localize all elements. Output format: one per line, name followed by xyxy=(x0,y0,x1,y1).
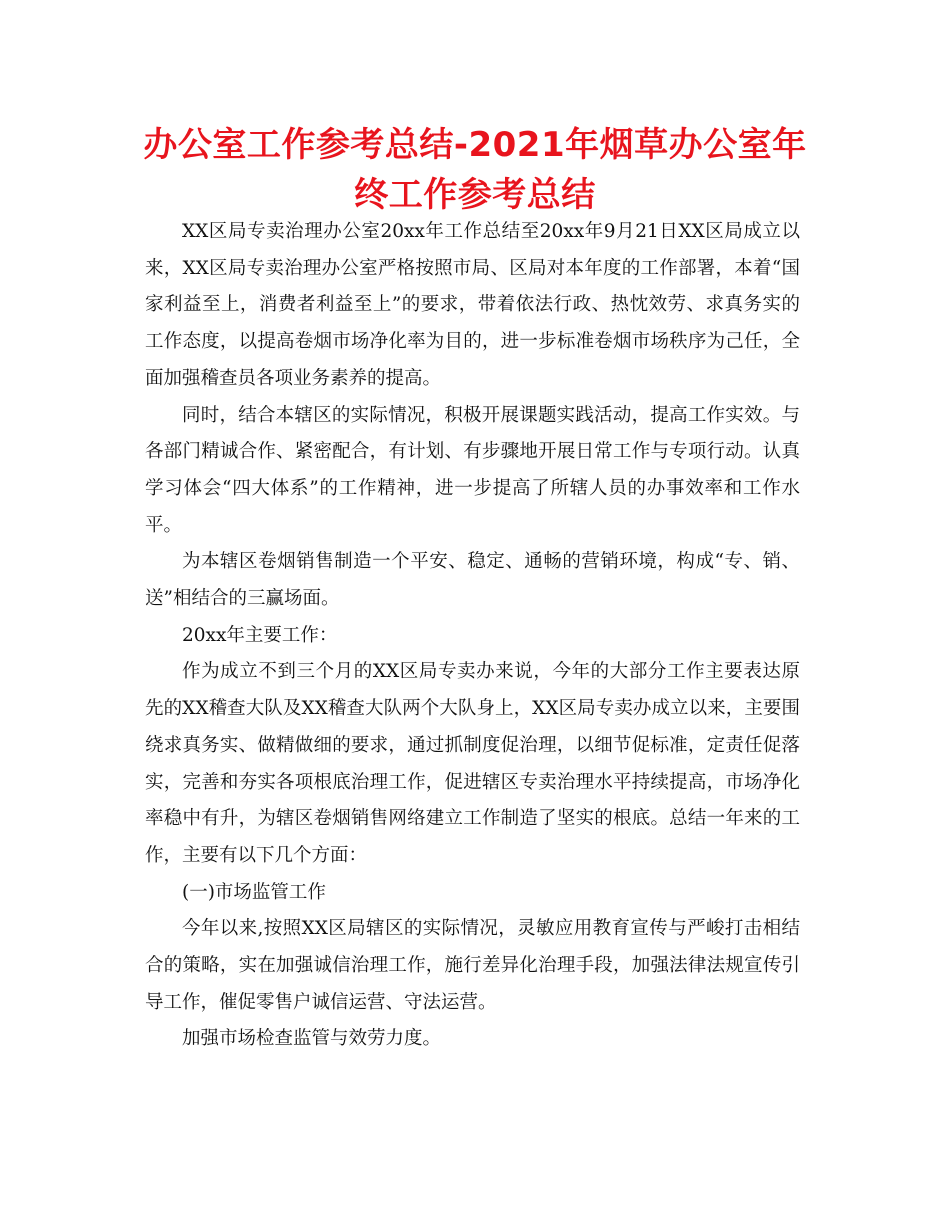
paragraph-main-work: 作为成立不到三个月的XX区局专卖办来说，今年的大部分工作主要表达原先的XX稽查大队及XX稽查大队两个大队身上，XX区局专卖办成立以来，主要围绕求真务实、做精做细的要求，通过抓制度促治理，以细节促标准，定责任促落实，完善和夯实各项根底治理工作，促进辖区专卖治理水平持续提高，市场净化率稳中有升，为辖区卷烟销售网络建立工作制造了坚实的根底。总结一年来的工作，主要有以下几个方面： xyxy=(145,661,800,866)
paragraph-cooperation: 同时，结合本辖区的实际情况，积极开展课题实践活动，提高工作实效。与各部门精诚合作、紧密配合，有计划、有步骤地开展日常工作与专项行动。认真学习体会“四大体系”的工作精神，进一步提高了所辖人员的办事效率和工作水平。 xyxy=(145,404,800,536)
document-title: 办公室工作参考总结-2021年烟草办公室年终工作参考总结 xyxy=(143,125,807,215)
paragraph-market-supervision: 今年以来,按照XX区局辖区的实际情况，灵敏应用教育宣传与严峻打击相结合的策略，实在加强诚信治理工作，施行差异化治理手段，加强法律法规宣传引导工作，催促零售户诚信运营、守法运营。 xyxy=(145,918,800,1013)
section-heading-market-supervision: (一)市场监管工作 xyxy=(182,881,326,903)
paragraph-inspection: 加强市场检查监管与效劳力度。 xyxy=(182,1028,442,1050)
paragraph-environment: 为本辖区卷烟销售制造一个平安、稳定、通畅的营销环境，构成“专、销、送”相结合的三赢场面。 xyxy=(145,551,800,610)
document-body xyxy=(145,214,800,1058)
paragraph-intro: XX区局专卖治理办公室20xx年工作总结至20xx年9月21日XX区局成立以来，XX区局专卖治理办公室严格按照市局、区局对本年度的工作部署，本着“国家利益至上，消费者利益至上”的要求，带着依法行政、热忱效劳、求真务实的工作态度，以提高卷烟市场净化率为目的，进一步标准卷烟市场秩序为己任，全面加强稽查员各项业务素养的提高。 xyxy=(145,221,800,389)
paragraph-main-work-heading: 20xx年主要工作： xyxy=(182,624,338,646)
